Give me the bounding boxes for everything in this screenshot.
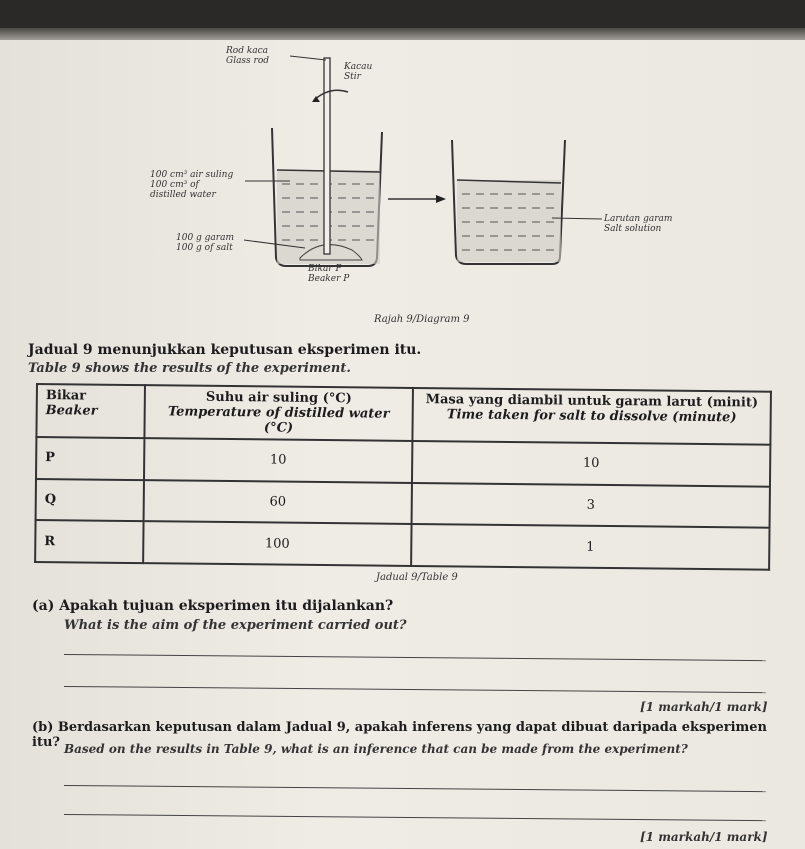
header-time: Masa yang diambil untuk garam larut (minit) Time taken for salt to dissolve (minute) <box>412 388 771 445</box>
question-a-en: What is the aim of the experiment carried out? <box>64 618 407 633</box>
question-b-ms: (b) Berdasarkan keputusan dalam Jadual 9, apakah inferens yang dapat dibuat daripada eksperimen itu? <box>32 720 768 750</box>
beaker-solution <box>452 140 565 264</box>
table-row: R 100 1 <box>35 520 769 569</box>
question-a-ms: (a) Apakah tujuan eksperimen itu dijalankan? <box>32 598 394 614</box>
diagram-caption: Rajah 9/Diagram 9 <box>374 314 470 325</box>
marks-a: [1 markah/1 mark] <box>640 700 768 714</box>
header-beaker: Bikar Beaker <box>36 384 145 438</box>
stir-label: Kacau Stir <box>344 62 373 82</box>
table-caption: Jadual 9/Table 9 <box>376 572 458 583</box>
salt-label: 100 g garam 100 g of salt <box>176 233 234 253</box>
beaker-p-label: Bikar P Beaker P <box>308 264 350 284</box>
marks-b: [1 markah/1 mark] <box>640 830 768 844</box>
water-label: 100 cm³ air suling 100 cm³ of distilled water <box>150 170 234 200</box>
header-temperature: Suhu air suling (°C) Temperature of distilled water (°C) <box>144 385 413 441</box>
question-b-en: Based on the results in Table 9, what is an inference that can be made from the experiment? <box>64 742 688 756</box>
salt-solution-label: Larutan garam Salt solution <box>604 214 673 234</box>
glass-rod <box>324 58 330 254</box>
intro-text-ms: Jadual 9 menunjukkan keputusan eksperimen itu. <box>28 342 422 358</box>
results-table <box>34 383 772 571</box>
experiment-diagram <box>0 0 805 320</box>
stir-arrow <box>314 90 348 100</box>
table-row: Q 60 3 <box>36 479 770 528</box>
intro-text-en: Table 9 shows the results of the experiment. <box>28 361 351 376</box>
glass-rod-label: Rod kaca Glass rod <box>226 46 270 66</box>
table-row: P 10 10 <box>36 437 770 486</box>
